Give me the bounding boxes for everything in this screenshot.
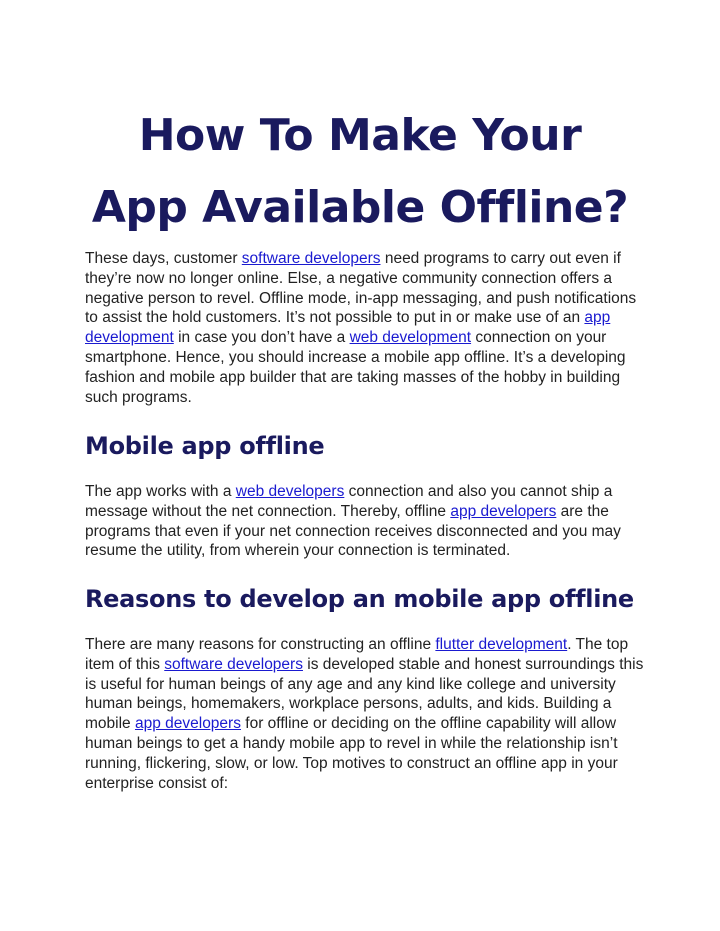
app-development-link[interactable]: app development — [85, 309, 611, 347]
section2-text-2: . The top item of this — [85, 636, 629, 673]
intro-paragraph — [85, 249, 645, 407]
app-developers-link-2[interactable]: app developers — [134, 715, 241, 733]
section2-text-1: There are many reasons for constructing an offline — [85, 636, 436, 653]
title-line-2: App Available Offline? — [91, 182, 629, 233]
web-development-link[interactable]: web development — [349, 329, 472, 347]
section-heading-mobile-app-offline: Mobile app offline — [85, 432, 325, 460]
web-developers-link[interactable]: web developers — [235, 483, 345, 500]
app-developers-link[interactable]: app developers — [450, 502, 557, 520]
page-title — [40, 100, 680, 244]
section1-text-3: are the programs that even if your net connection receives disconnected and you may resume the utility, from wherein your connection is terminated. — [85, 502, 621, 560]
intro-text-2: need programs to carry out even if they’re now no longer online. Else, a negative community connection offers a negative person to revel. Offline mode, in-app messaging, and push notifications to assist the hold customers. It’s not possible to put in or make use of an — [85, 250, 637, 327]
intro-text-4: connection on your smartphone. Hence, you should increase a mobile app offline. It’s a developing fashion and mobile app builder that are taking masses of the hobby in building such programs. — [85, 329, 626, 406]
section1-text-2: connection and also you cannot ship a message without the net connection. Thereby, offline — [85, 483, 613, 520]
mobile-app-offline-paragraph — [85, 482, 645, 561]
reasons-paragraph — [85, 635, 645, 793]
intro-text-1: These days, customer — [85, 250, 242, 267]
software-developers-link-2[interactable]: software developers — [164, 655, 303, 673]
flutter-development-link[interactable]: flutter development — [435, 636, 568, 653]
software-developers-link[interactable]: software developers — [241, 250, 381, 267]
section2-text-4: for offline or deciding on the offline capability will allow human beings to get a handy mobile app to revel in while the relationship isn’t running, flickering, slow, or low. Top motives to construct an offline app in your enterprise consist of: — [85, 715, 618, 792]
section2-text-3: is developed stable and honest surroundings this is useful for human beings of any age and any kind like college and university human beings, homemakers, workplace persons, adults, and kids. Building a mobile — [85, 655, 644, 733]
intro-text-3: in case you don’t have a — [173, 329, 350, 347]
title-line-1: How To Make Your — [138, 110, 582, 161]
section1-text-1: The app works with a — [85, 483, 236, 500]
section-heading-reasons: Reasons to develop an mobile app offline — [85, 585, 634, 613]
